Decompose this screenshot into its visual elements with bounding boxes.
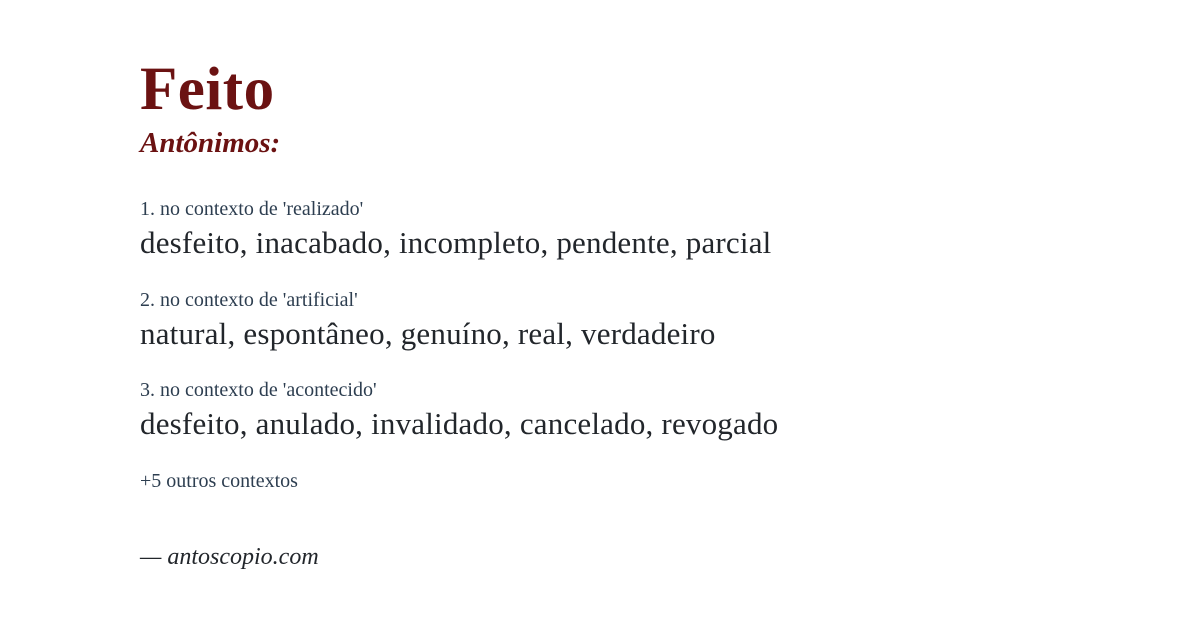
- more-contexts-note: +5 outros contextos: [140, 470, 298, 493]
- context-block-3: [140, 378, 1120, 444]
- context-antonyms-3: desfeito, anulado, invalidado, cancelado, revogado: [140, 406, 779, 442]
- context-block-1: [140, 197, 1120, 263]
- section-label-antonyms: Antônimos:: [140, 127, 281, 160]
- context-antonyms-2: natural, espontâneo, genuíno, real, verdadeiro: [140, 315, 716, 351]
- site-attribution: — antoscopio.com: [140, 544, 319, 571]
- word-title: Feito: [140, 56, 275, 123]
- context-label-1: 1. no contexto de 'realizado': [140, 197, 364, 220]
- context-label-2: 2. no contexto de 'artificial': [140, 288, 358, 311]
- context-block-2: [140, 288, 1120, 354]
- card-content: [140, 56, 1120, 572]
- context-label-3: 3. no contexto de 'acontecido': [140, 379, 377, 402]
- context-antonyms-1: desfeito, inacabado, incompleto, pendente, parcial: [140, 224, 772, 260]
- context-list: [140, 197, 1120, 444]
